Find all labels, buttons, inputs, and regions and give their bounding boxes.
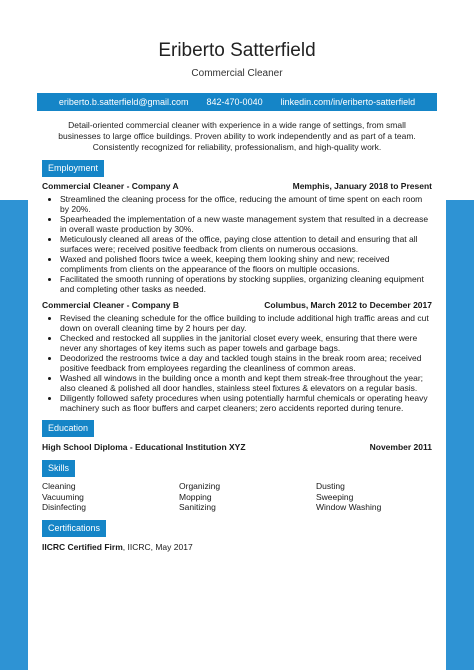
skill-item: Cleaning [42, 481, 76, 491]
section-skills: Skills [42, 460, 75, 477]
job-bullet: • Streamlined the cleaning process for the office, reducing the amount of time spent on each room by 20%. [60, 194, 432, 214]
skill-item: Sanitizing [179, 502, 216, 512]
resume-sheet [28, 18, 446, 670]
job-bullet: • Waxed and polished floors twice a week, keeping them looking shiny and new; received compliments from clients on the appearance of the floors on multiple occasions. [60, 254, 432, 274]
job-header [42, 181, 432, 192]
skills-grid [42, 481, 432, 513]
education-degree: High School Diploma - Educational Institution XYZ [42, 442, 246, 452]
skill-item: Window Washing [316, 502, 382, 512]
candidate-title: Commercial Cleaner [191, 68, 283, 79]
job-bullet: • Diligently followed safety procedures when using potentially harmful chemicals or operating heavy machinery such as floor buffers and carpet cleaners; zero accidents reported during tenure. [60, 393, 432, 413]
job-title: Commercial Cleaner - Company A [42, 181, 179, 191]
summary-text: Detail-oriented commercial cleaner with experience in a wide range of settings, from small businesses to large office buildings. Proven ability to work independently and as part of a team. Consistently recognized for reliability, professionalism, and high-quality work. [58, 120, 416, 152]
contact-email[interactable]: eriberto.b.satterfield@gmail.com [58, 97, 189, 107]
job-location-date: Columbus, March 2012 to December 2017 [264, 300, 432, 310]
job-entry [42, 300, 432, 413]
education-entry [42, 442, 432, 453]
job-bullet: • Spearheaded the implementation of a new waste management system that resulted in a decrease in overall waste production by 30%. [60, 214, 432, 234]
section-certifications: Certifications [42, 520, 106, 537]
contact-bar [37, 93, 437, 111]
job-bullets [42, 313, 432, 413]
job-bullet: • Checked and restocked all supplies in the janitorial closet every week, ensuring that there were never any shortages of key items such as paper towels and garbage bags. [60, 333, 432, 353]
job-bullet: • Revised the cleaning schedule for the office building to include additional high traffic areas and cut down on overall cleaning time by 2 hours per day. [60, 313, 432, 333]
skill-item: Sweeping [316, 491, 354, 502]
section-education: Education [42, 420, 94, 437]
certification-detail: , IICRC, May 2017 [122, 541, 193, 552]
job-bullet: • Meticulously cleaned all areas of the office, paying close attention to detail and ensuring that all surfaces were; received positive feedback from clients on numerous occasions. [60, 234, 432, 254]
skill-item: Disinfecting [42, 502, 86, 512]
job-title: Commercial Cleaner - Company B [42, 300, 179, 310]
skill-item: Organizing [179, 481, 221, 491]
job-bullets [42, 194, 432, 294]
skill-item: Mopping [179, 491, 212, 502]
job-header [42, 300, 432, 311]
job-bullet: • Deodorized the restrooms twice a day and tackled tough stains in the break room area; received positive feedback from employees regarding the cleanliness of common areas. [60, 353, 432, 373]
candidate-name: Eriberto Satterfield [158, 40, 316, 61]
skill-item: Dusting [316, 481, 345, 491]
certification-entry [42, 542, 432, 553]
job-entry [42, 181, 432, 294]
job-location-date: Memphis, January 2018 to Present [292, 181, 432, 191]
job-bullet: • Washed all windows in the building once a month and kept them streak-free throughout the year; also cleaned & polished all door handles, stainless steel fixtures & elevators on a regular basis. [60, 373, 432, 393]
job-bullet: • Facilitated the smooth running of operations by stocking supplies, organizing cleaning equipment and completing other tasks as needed. [60, 274, 432, 294]
contact-linkedin[interactable]: linkedin.com/in/eriberto-satterfield [280, 97, 416, 107]
education-date: November 2011 [369, 442, 432, 452]
certification-name: IICRC Certified Firm [42, 541, 123, 552]
contact-phone[interactable]: 842-470-0040 [206, 97, 263, 107]
skill-item: Vacuuming [42, 491, 84, 502]
section-employment: Employment [42, 160, 104, 177]
